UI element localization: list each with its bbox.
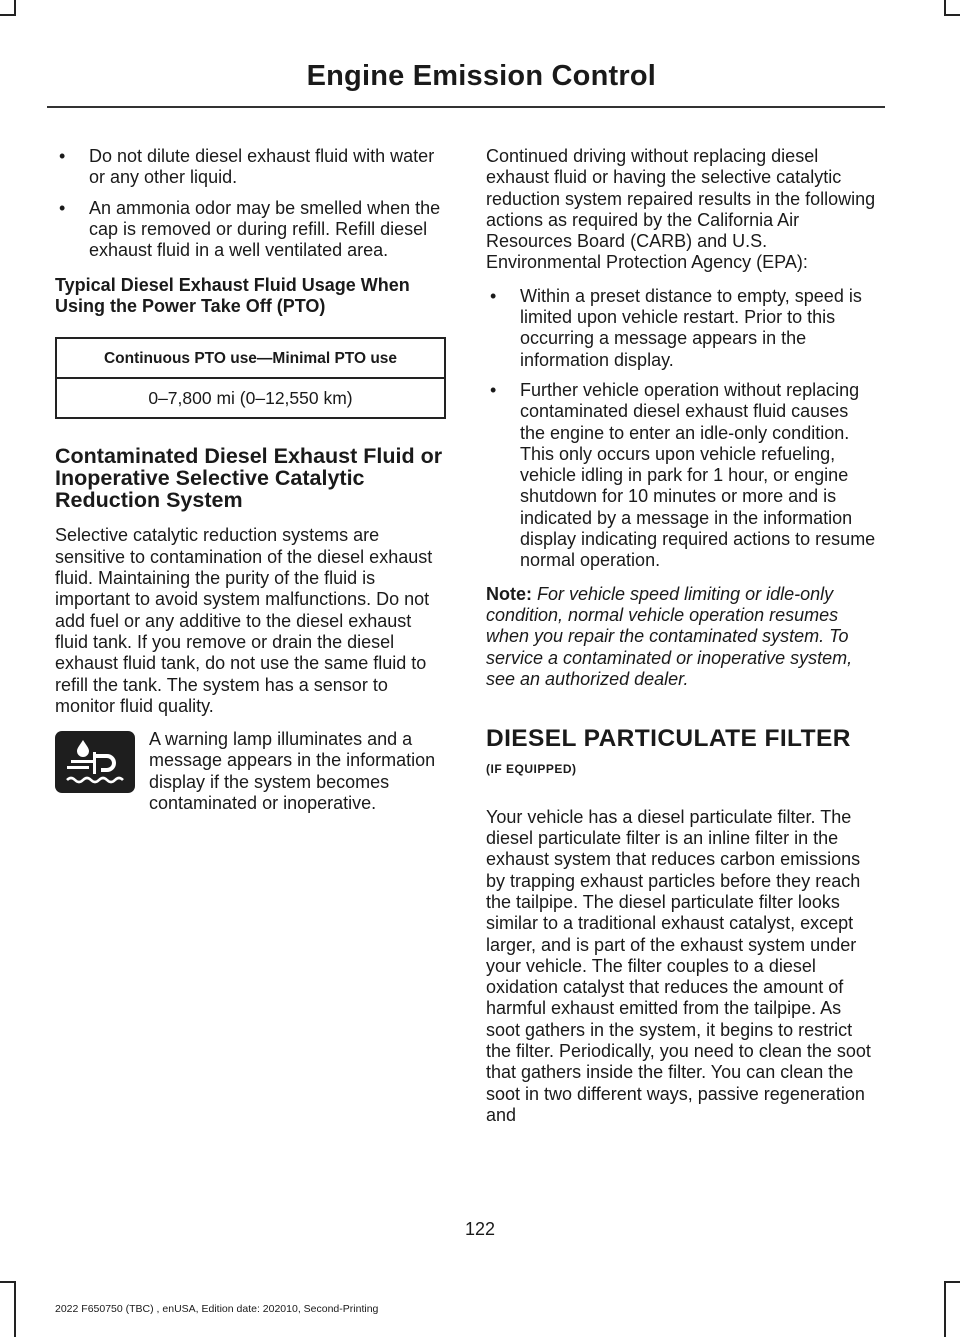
- note-paragraph: [486, 584, 878, 690]
- pto-usage-table: [55, 337, 446, 419]
- list-item: • An ammonia odor may be smelled when the cap is removed or during refill. Refill diesel exhaust fluid in a well ventilated area.: [55, 198, 447, 262]
- crop-mark-top-right-h: [944, 14, 960, 16]
- dpf-heading: DIESEL PARTICULATE FILTER: [486, 725, 851, 753]
- footer-edition-info: 2022 F650750 (TBC) , enUSA, Edition date: 202010, Second-Printing: [55, 1303, 379, 1315]
- contaminated-paragraph: Selective catalytic reduction systems are sensitive to contamination of the diesel exhaust fluid. Maintaining the purity of the fluid is important to avoid system malfunctions. Do not add fuel or any additive to the diesel exhaust fluid tank. If you remove or drain the diesel exhaust fluid tank, do not use the same fluid to refill the tank. The system has a sensor to monitor fluid quality.: [55, 525, 433, 716]
- crop-mark-bottom-right: [944, 1281, 946, 1337]
- right-bullet-list: [486, 286, 878, 572]
- def-warning-lamp-icon: [55, 731, 135, 793]
- page-title: Engine Emission Control: [306, 60, 656, 92]
- crop-mark-bottom-right-h: [944, 1281, 960, 1283]
- header-divider: [47, 106, 885, 108]
- left-column: [55, 146, 447, 826]
- warning-block: [55, 729, 447, 814]
- warning-paragraph: A warning lamp illuminates and a message appears in the information display if the system becomes contaminated or inoperative.: [149, 729, 436, 814]
- usage-heading: Typical Diesel Exhaust Fluid Usage When Using the Power Take Off (PTO): [55, 275, 410, 317]
- contaminated-heading: Contaminated Diesel Exhaust Fluid or Inoperative Selective Catalytic Reduction System: [55, 444, 443, 513]
- page-number: 122: [464, 1219, 496, 1239]
- table-value-cell: 0–7,800 mi (0–12,550 km): [56, 378, 445, 418]
- crop-mark-bottom-left: [14, 1281, 16, 1337]
- crop-mark-top-left-h: [0, 14, 16, 16]
- list-item: • Further vehicle operation without replacing contaminated diesel exhaust fluid causes the engine to enter an idle-only condition. This only occurs upon vehicle refueling, vehicle idling in park for 1 hour, or engine shutdown for 10 minutes or more and is indicated by a message in the information display indicating required actions to resume normal operation.: [486, 380, 878, 572]
- right-column: [486, 146, 878, 1138]
- crop-mark-bottom-left-h: [0, 1281, 16, 1283]
- dpf-subheading: (IF EQUIPPED): [486, 762, 577, 777]
- list-item: • Within a preset distance to empty, speed is limited upon vehicle restart. Prior to this occurring a message appears in the information display.: [486, 286, 878, 371]
- list-item: • Do not dilute diesel exhaust fluid with water or any other liquid.: [55, 146, 447, 189]
- continued-driving-paragraph: Continued driving without replacing diesel exhaust fluid or having the selective catalytic reduction system repaired results in the following actions as required by the California Air Resources Board (CARB) and U.S. Environmental Protection Agency (EPA):: [486, 146, 876, 273]
- table-header-cell: Continuous PTO use—Minimal PTO use: [56, 338, 445, 378]
- dpf-paragraph: Your vehicle has a diesel particulate filter. The diesel particulate filter is an inline filter in the exhaust system that reduces carbon emissions by trapping exhaust particles before they reach the tailpipe. The diesel particulate filter looks similar to a traditional exhaust catalyst, except larger, and is part of the exhaust system under your vehicle. The filter couples to a diesel oxidation catalyst that reduces the amount of harmful exhaust emitted from the tailpipe. As soot gathers in the system, it begins to restrict the filter. Periodically, you need to clean the soot that gathers inside the filter. You can clean the soot in two different ways, passive regeneration and: [486, 806, 871, 1125]
- note-label: Note:: [486, 583, 532, 604]
- left-bullet-list: [55, 146, 447, 261]
- note-text: For vehicle speed limiting or idle-only condition, normal vehicle operation resumes when you repair the contaminated system. To service a contaminated or inoperative system, see an authorized dealer.: [486, 583, 853, 689]
